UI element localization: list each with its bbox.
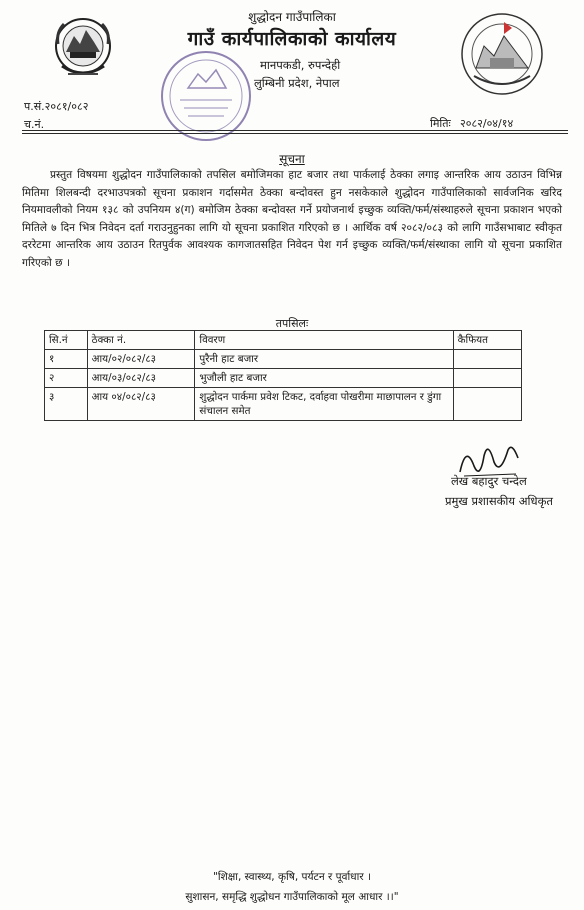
row-serial: १ bbox=[45, 350, 88, 369]
signatory-name: लेख बहादुर चन्देल bbox=[451, 474, 527, 488]
row-description: शुद्धोदन पार्कमा प्रवेश टिकट, दर्वाहवा पोखरीमा माछापालन र डुंगा संचालन समेत bbox=[195, 388, 453, 421]
header-divider bbox=[22, 130, 568, 131]
date-value: २०८२/०४/१४ bbox=[460, 117, 514, 130]
header-description: विवरण bbox=[195, 331, 453, 350]
row-remarks bbox=[453, 350, 521, 369]
date-label: मितिः bbox=[430, 117, 451, 130]
table-row bbox=[45, 350, 522, 369]
dispatch-number: च.नं. bbox=[24, 118, 45, 131]
header-remarks: कैफियत bbox=[453, 331, 521, 350]
signatory-title: प्रमुख प्रशासकीय अधिकृत bbox=[445, 494, 553, 508]
header-contract-no: ठेक्का नं. bbox=[87, 331, 195, 350]
table-header-row bbox=[45, 331, 522, 350]
table-row bbox=[45, 369, 522, 388]
address-line-1: मानपकडी, रुपन्देही bbox=[260, 58, 341, 72]
notice-title: सूचना bbox=[279, 152, 305, 166]
row-contract-no: आय/०२/०८२/८३ bbox=[87, 350, 195, 369]
row-serial: २ bbox=[45, 369, 88, 388]
row-description: भुजौली हाट बजार bbox=[195, 369, 453, 388]
row-serial: ३ bbox=[45, 388, 88, 421]
table-row bbox=[45, 388, 522, 421]
row-contract-no: आय ०४/०८२/८३ bbox=[87, 388, 195, 421]
address-line-2: लुम्बिनी प्रदेश, नेपाल bbox=[254, 76, 340, 90]
header-serial: सि.नं bbox=[45, 331, 88, 350]
footer-slogan-line-2: सुशासन, समृद्धि शुद्धोधन गाउँपालिकाको मूल आधार ।।" bbox=[185, 891, 399, 903]
office-title: गाउँ कार्यपालिकाको कार्यालय bbox=[187, 28, 397, 50]
contract-table bbox=[44, 330, 522, 421]
table-caption: तपसिलः bbox=[275, 317, 309, 330]
municipality-name-small: शुद्धोदन गाउँपालिका bbox=[248, 10, 336, 24]
reference-number: प.सं.२०८१/०८२ bbox=[24, 100, 89, 113]
row-contract-no: आय/०३/०८२/८३ bbox=[87, 369, 195, 388]
footer-slogan-line-1: "शिक्षा, स्वास्थ्य, कृषि, पर्यटन र पूर्वाधार । bbox=[213, 871, 371, 883]
row-remarks bbox=[453, 369, 521, 388]
notice-body: प्रस्तुत विषयमा शुद्धोदन गाउँपालिकाको तपसिल बमोजिमका हाट बजार तथा पार्कलाई ठेक्का लगाइ आन्तरिक आय उठाउन विभिन्न मितिमा शिलबन्दी दरभाउपत्रको सूचना प्रकाशन गर्दासमेत ठेक्का बन्दोवस्त हुन नसकेकाले शुद्धोदन गाउँपालिकाको सार्वजनिक खरिद नियमावलीको नियम १३८ को उपनियम ४(ग) बमोजिम ठेक्का बन्दोवस्त गर्ने प्रयोजनार्थ इच्छुक व्यक्ति/फर्म/संस्थाहरुले सूचना प्रकाशन भएको मितिले ७ दिन भित्र निवेदन दर्ता गराउनुहुनका लागि यो सूचना प्रकाशित गरिएको छ । आर्थिक वर्ष २०८२/०८३ को लागि गाउँसभाबाट स्वीकृत दररेटमा आन्तरिक आय उठाउन रितपुर्वक आवश्यक कागजातसहित निवेदन पेश गर्न इच्छुक व्यक्ति/फर्म/संस्थाका लागि यो सूचना प्रकाशित गरिएको छ । bbox=[22, 169, 562, 269]
row-remarks bbox=[453, 388, 521, 421]
row-description: पुरैनी हाट बजार bbox=[195, 350, 453, 369]
header-divider-secondary bbox=[22, 133, 568, 134]
